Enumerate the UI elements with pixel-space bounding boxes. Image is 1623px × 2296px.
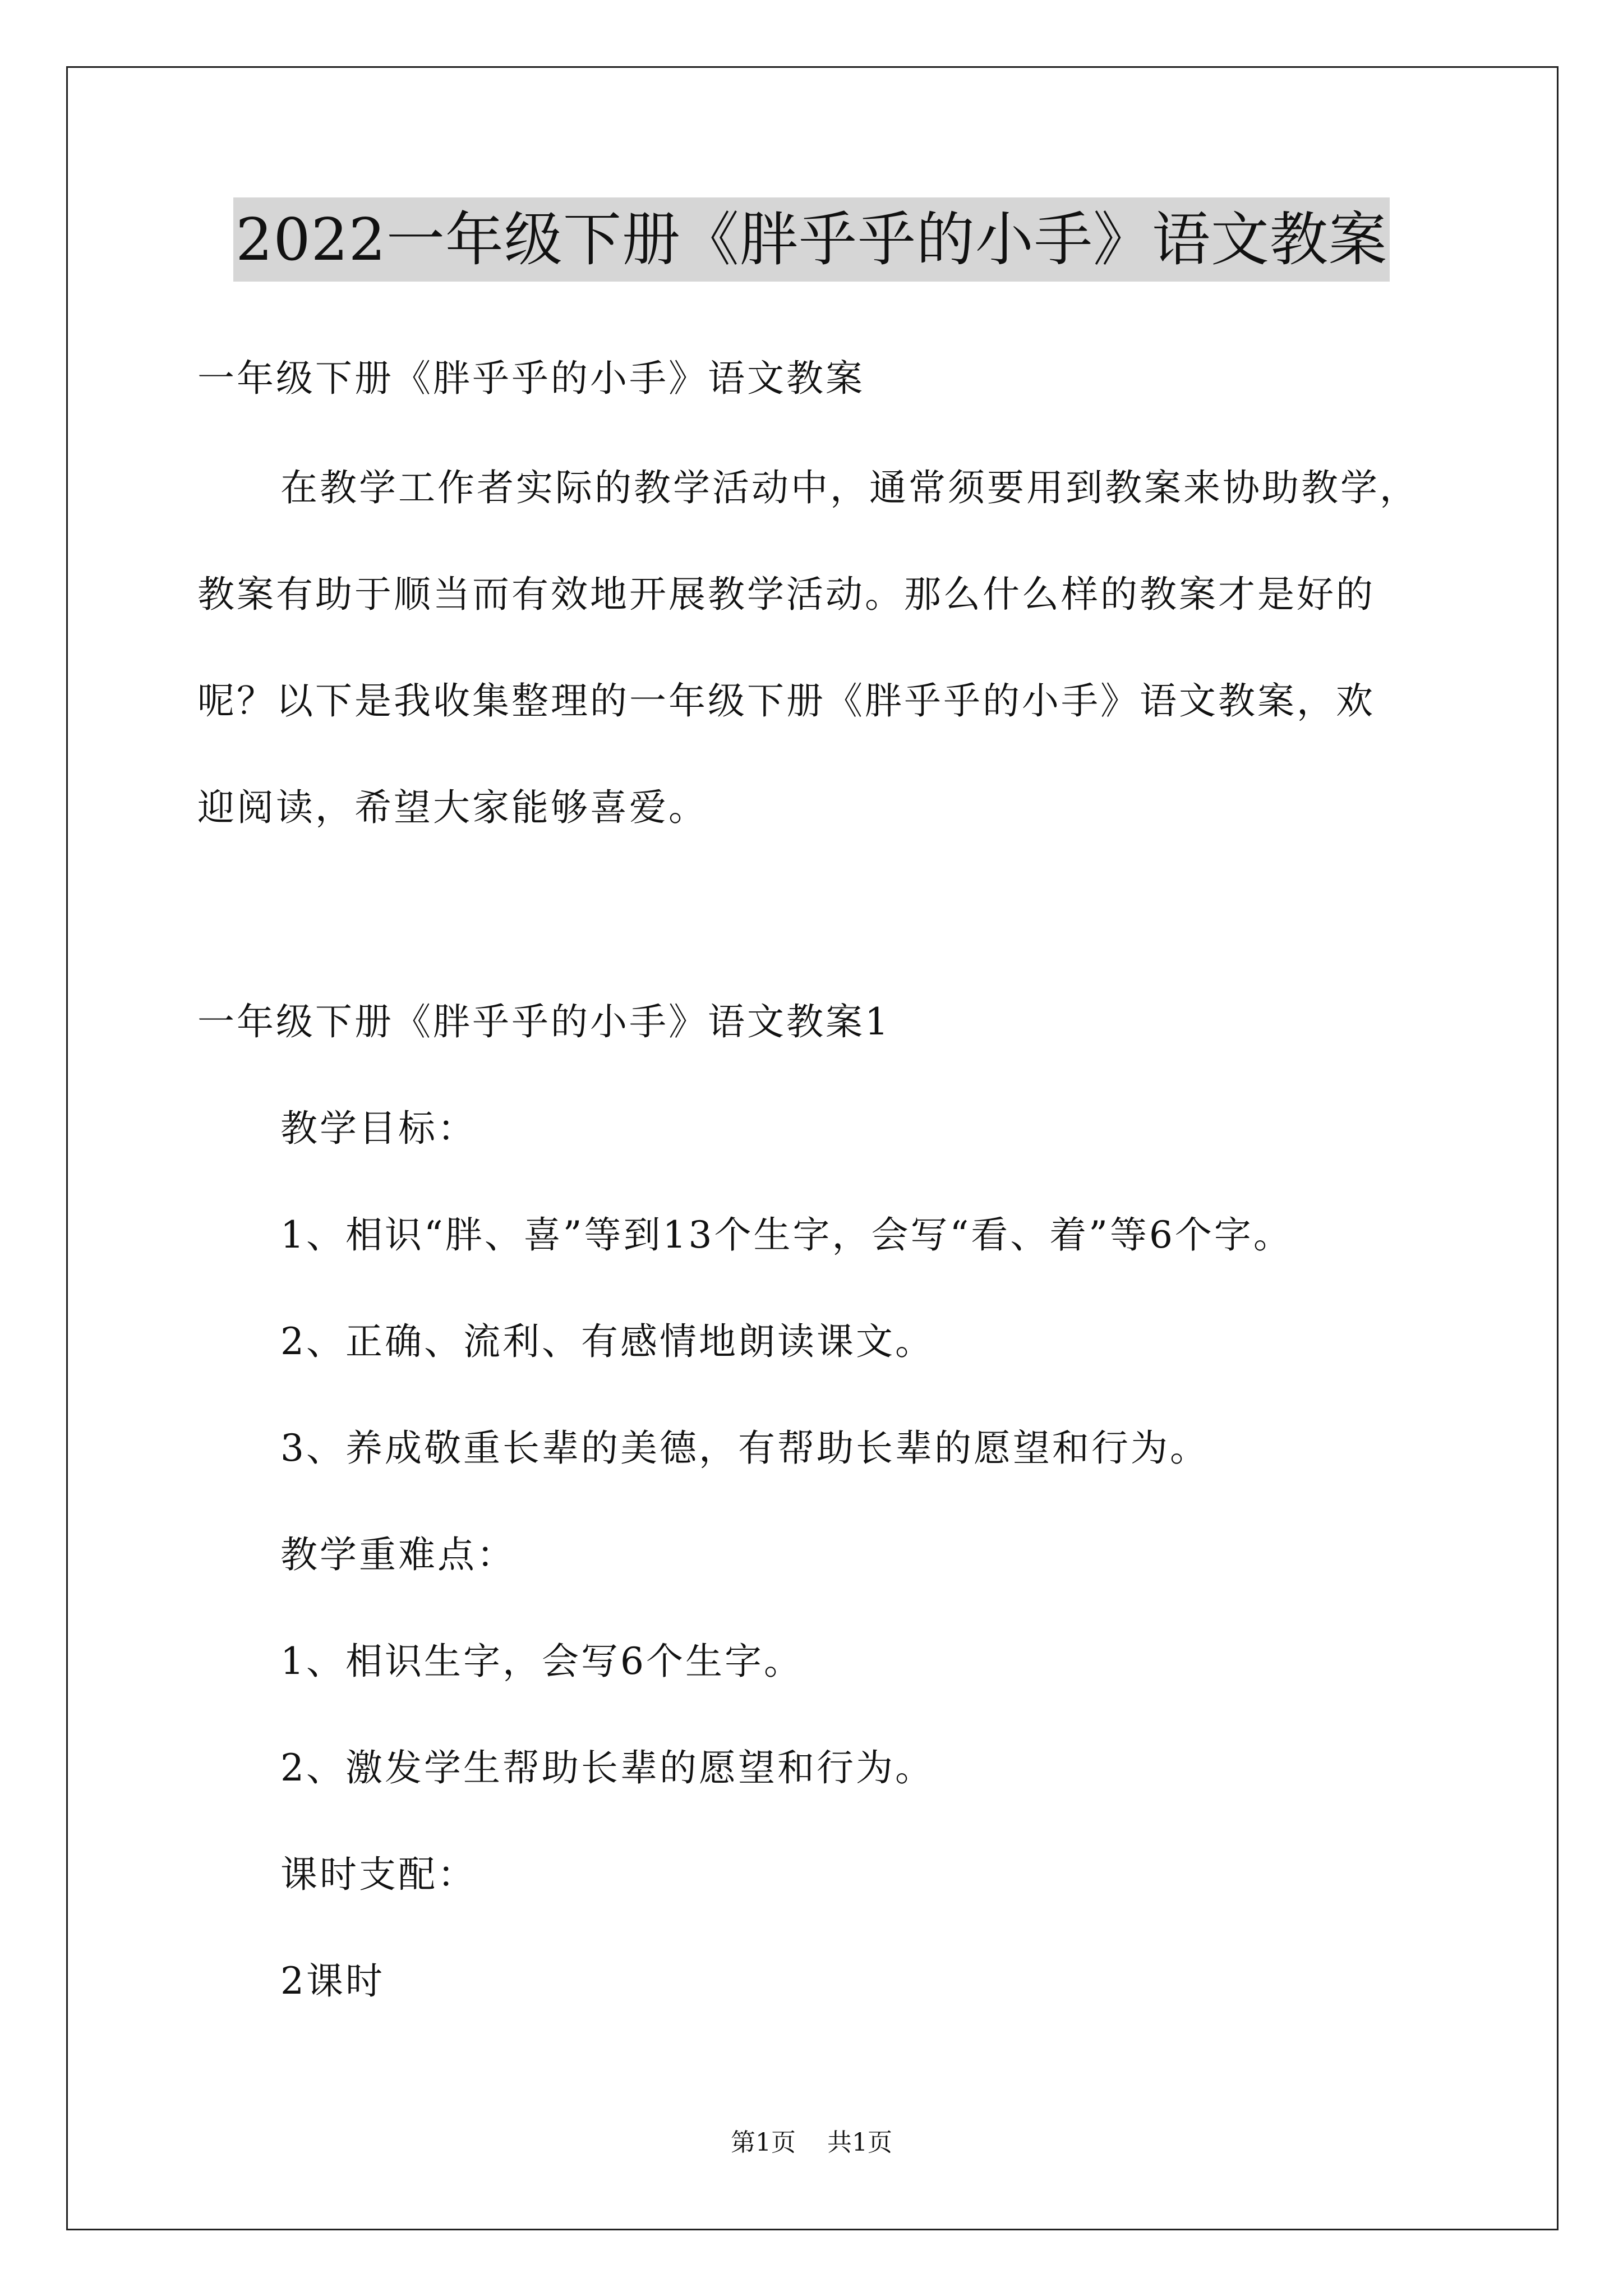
goal-item-2: 2、正确、流利、有感情地朗读课文。 — [280, 1320, 934, 1363]
goals-heading: 教学目标： — [280, 1107, 477, 1150]
intro-line-3: 呢？以下是我收集整理的一年级下册《胖乎乎的小手》语文教案，欢 — [197, 679, 1375, 723]
goal-item-1: 1、相识“胖、喜”等到13个生字，会写“看、着”等6个字。 — [280, 1213, 1293, 1257]
document-subtitle: 一年级下册《胖乎乎的小手》语文教案 — [197, 357, 865, 400]
page-number-total: 共1页 — [827, 2128, 892, 2157]
goal-item-3: 3、养成敬重长辈的美德，有帮助长辈的愿望和行为。 — [280, 1427, 1209, 1470]
document-title: 2022一年级下册《胖乎乎的小手》语文教案 — [233, 197, 1390, 282]
keypoints-heading: 教学重难点： — [280, 1533, 516, 1576]
intro-line-2: 教案有助于顺当而有效地开展教学活动。那么什么样的教案才是好的 — [197, 573, 1375, 616]
page-footer — [0, 2126, 1623, 2160]
schedule-heading: 课时支配： — [280, 1853, 477, 1896]
section-title: 一年级下册《胖乎乎的小手》语文教案1 — [197, 1000, 891, 1043]
title-block — [0, 197, 1623, 282]
keypoint-item-1: 1、相识生字，会写6个生字。 — [280, 1640, 803, 1683]
intro-line-4: 迎阅读，希望大家能够喜爱。 — [197, 786, 708, 829]
intro-line-1: 在教学工作者实际的教学活动中，通常须要用到教案来协助教学， — [280, 466, 1419, 509]
keypoint-item-2: 2、激发学生帮助长辈的愿望和行为。 — [280, 1746, 934, 1789]
page-number-current: 第1页 — [731, 2128, 796, 2157]
schedule-value: 2课时 — [280, 1959, 385, 2003]
